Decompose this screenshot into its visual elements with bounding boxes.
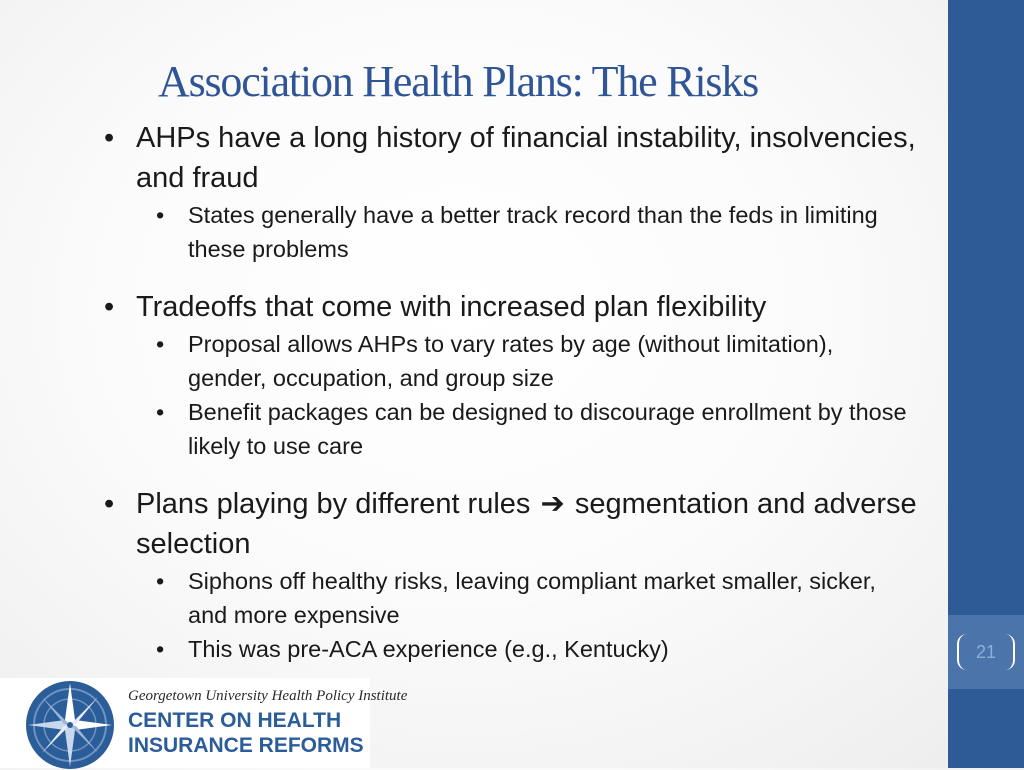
sub-bullet-1-1: • States generally have a better track record than the feds in limiting these problems xyxy=(98,198,918,266)
page-number: 21 xyxy=(957,634,1015,670)
sidebar xyxy=(948,0,1024,768)
bullet-3 xyxy=(98,484,918,564)
bullet-group-3 xyxy=(98,484,918,666)
compass-icon xyxy=(22,680,118,770)
sub-bullet-2-1: • Proposal allows AHPs to vary rates by age (without limitation), gender, occupation, and group size xyxy=(98,327,918,395)
right-arrow-icon: ➔ xyxy=(540,488,565,520)
sub-bullet-3-1: • Siphons off healthy risks, leaving compliant market smaller, sicker, and more expensive xyxy=(98,564,918,632)
slide-title: Association Health Plans: The Risks xyxy=(158,57,759,106)
center-name-line-2: INSURANCE REFORMS xyxy=(128,734,364,757)
bullet-group-2 xyxy=(98,287,918,463)
institute-name: Georgetown University Health Policy Institute xyxy=(128,688,408,704)
center-name-line-1: CENTER ON HEALTH xyxy=(128,709,342,732)
page-number-panel xyxy=(948,615,1024,689)
sub-bullet-3-2: • This was pre-ACA experience (e.g., Kentucky) xyxy=(98,632,918,666)
slide-content xyxy=(98,118,918,687)
bullet-2: • Tradeoffs that come with increased plan flexibility xyxy=(98,287,918,327)
sub-bullet-2-2: • Benefit packages can be designed to discourage enrollment by those likely to use care xyxy=(98,395,918,463)
bullet-3-text-after: segmentation and adverse selection xyxy=(136,488,917,560)
bullet-3-text-before: Plans playing by different rules xyxy=(136,488,531,520)
bullet-group-1 xyxy=(98,118,918,266)
bullet-1: • AHPs have a long history of financial instability, insolvencies, and fraud xyxy=(98,118,918,198)
